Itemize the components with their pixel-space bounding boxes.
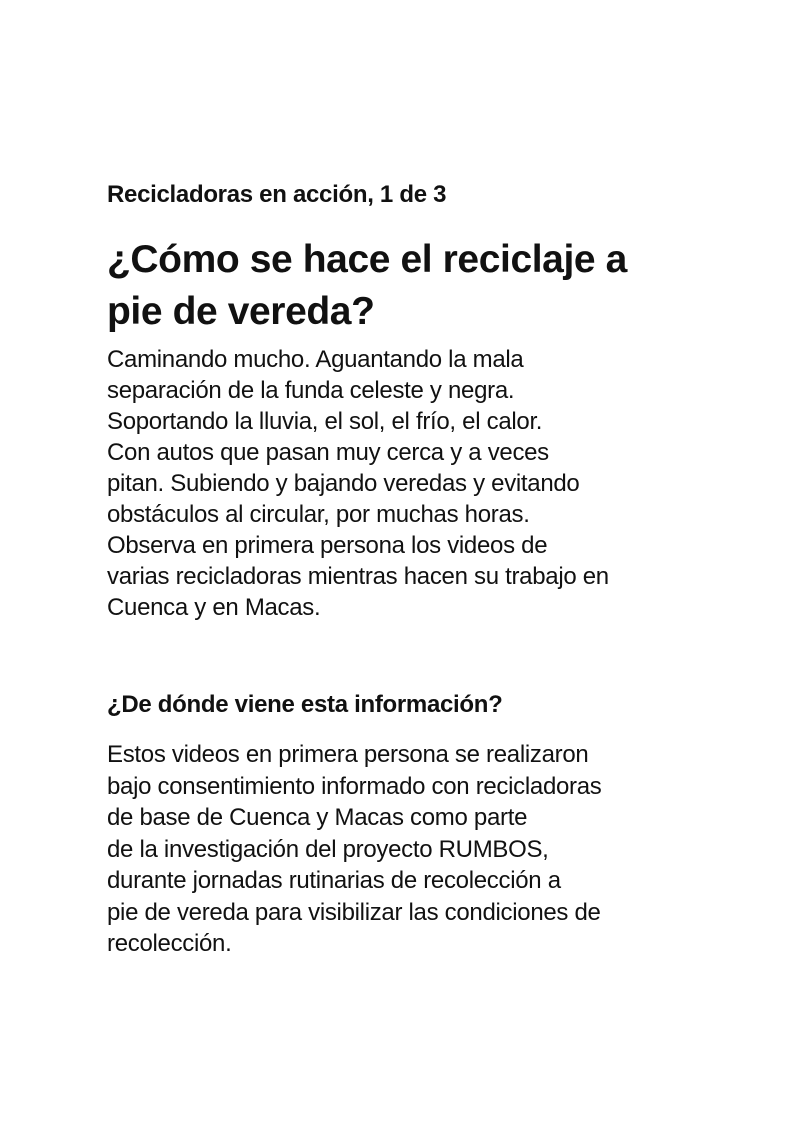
intro-line: Caminando mucho. Aguantando la mala bbox=[107, 346, 524, 373]
intro-line: Cuenca y en Macas. bbox=[107, 594, 321, 621]
intro-line: pitan. Subiendo y bajando veredas y evitando bbox=[107, 470, 580, 497]
source-line: bajo consentimiento informado con recicladoras bbox=[107, 772, 602, 800]
intro-paragraph bbox=[107, 344, 609, 623]
series-kicker: Recicladoras en acción, 1 de 3 bbox=[107, 181, 447, 208]
source-paragraph bbox=[107, 739, 601, 960]
title-line: pie de vereda? bbox=[107, 290, 375, 333]
intro-line: Observa en primera persona los videos de bbox=[107, 532, 548, 559]
intro-line: varias recicladoras mientras hacen su trabajo en bbox=[107, 563, 609, 590]
source-line: durante jornadas rutinarias de recolección a bbox=[107, 867, 561, 894]
title-line: ¿Cómo se hace el reciclaje a bbox=[107, 238, 627, 281]
intro-line: Soportando la lluvia, el sol, el frío, el calor. bbox=[107, 408, 543, 435]
source-heading: ¿De dónde viene esta información? bbox=[107, 691, 503, 718]
source-line: Estos videos en primera persona se realizaron bbox=[107, 741, 589, 768]
source-line: pie de vereda para visibilizar las condiciones de bbox=[107, 898, 601, 926]
page-title bbox=[107, 234, 627, 338]
source-line: recolección. bbox=[107, 930, 232, 957]
intro-line: separación de la funda celeste y negra. bbox=[107, 377, 515, 404]
source-line: de base de Cuenca y Macas como parte bbox=[107, 804, 528, 831]
intro-line: Con autos que pasan muy cerca y a veces bbox=[107, 439, 549, 466]
intro-line: obstáculos al circular, por muchas horas. bbox=[107, 501, 530, 528]
source-line: de la investigación del proyecto RUMBOS, bbox=[107, 835, 549, 863]
